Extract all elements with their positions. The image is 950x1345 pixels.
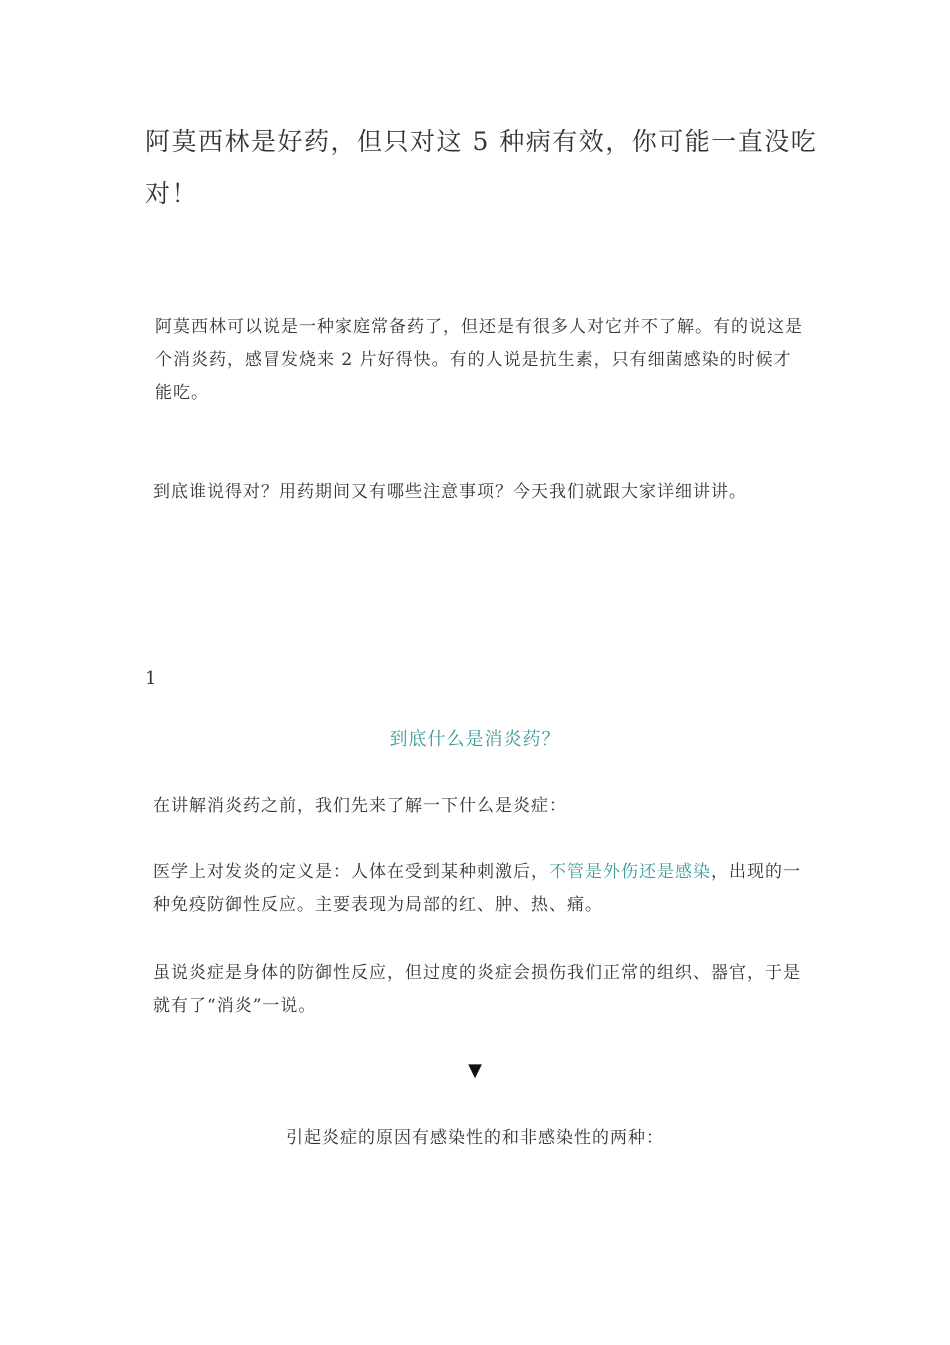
- inflammation-definition-paragraph: [153, 856, 803, 922]
- section-paragraph-intro: 在讲解消炎药之前，我们先来了解一下什么是炎症：: [153, 796, 567, 816]
- section-number: 1: [145, 668, 157, 689]
- intro-paragraph: 阿莫西林可以说是一种家庭常备药了，但还是有很多人对它并不了解。有的说这是个消炎药，感冒发烧来 2 片好得快。有的人说是抗生素，只有细菌感染的时候才能吃。: [155, 317, 803, 403]
- definition-highlight: 不管是外伤还是感染: [549, 862, 711, 882]
- question-paragraph: 到底谁说得对？用药期间又有哪些注意事项？今天我们就跟大家详细讲讲。: [153, 482, 747, 502]
- definition-text-end: ，出现的一种免疫防御性反应。主要表现为局部的红、肿、热、痛。: [153, 862, 801, 915]
- section-heading: 到底什么是消炎药？: [389, 729, 561, 750]
- article-title: 阿莫西林是好药，但只对这 5 种病有效，你可能一直没吃对！: [145, 127, 818, 208]
- defense-reaction-paragraph: 虽说炎症是身体的防御性反应，但过度的炎症会损伤我们正常的组织、器官，于是就有了“消炎”一说。: [153, 963, 801, 1016]
- definition-text-start: 医学上对发炎的定义是：人体在受到某种刺激后，: [153, 862, 549, 882]
- down-arrow-icon: ▼: [468, 1060, 482, 1081]
- causes-paragraph: 引起炎症的原因有感染性的和非感染性的两种：: [286, 1128, 664, 1148]
